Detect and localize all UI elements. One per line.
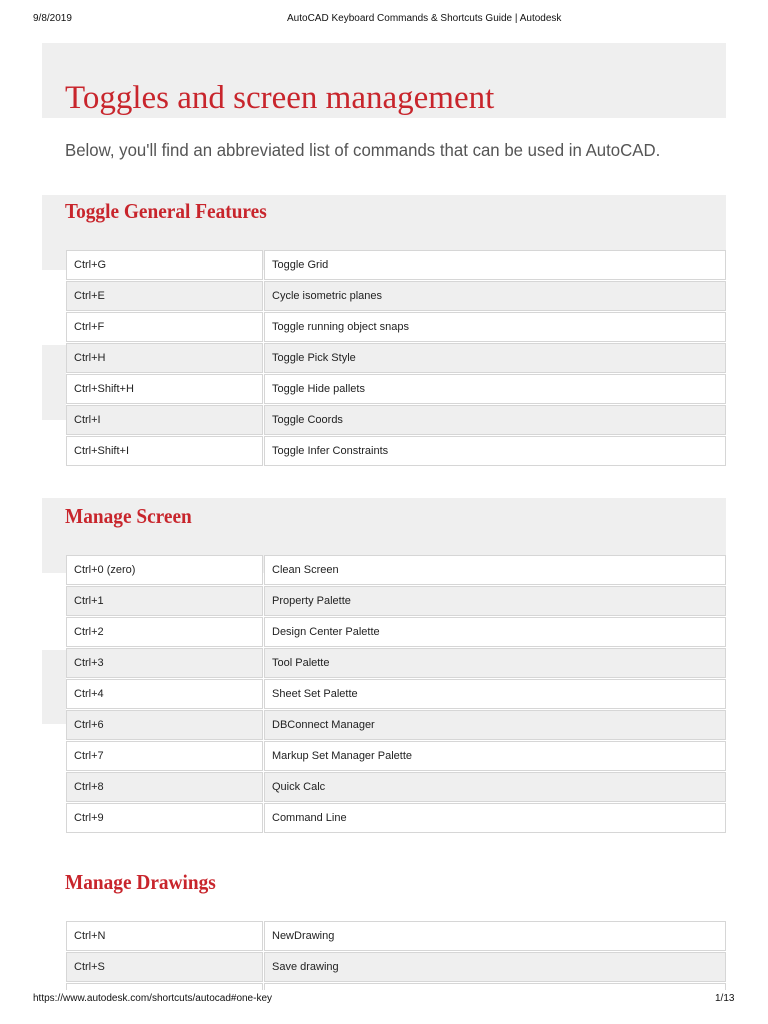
shortcut-desc: DBConnect Manager [264, 710, 726, 740]
section-banner-strip [42, 345, 66, 420]
shortcut-key: Ctrl+8 [66, 772, 263, 802]
section-title-toggle-general: Toggle General Features [65, 199, 267, 223]
table-row [66, 921, 726, 952]
shortcut-key: Ctrl+N [66, 921, 263, 951]
shortcut-key: Ctrl+0 (zero) [66, 555, 263, 585]
shortcut-desc: NewDrawing [264, 921, 726, 951]
table-row [66, 710, 726, 741]
table-row [66, 555, 726, 586]
shortcut-key: Ctrl+Shift+H [66, 374, 263, 404]
shortcut-key: Ctrl+7 [66, 741, 263, 771]
table-row [66, 250, 726, 281]
shortcut-desc: Toggle running object snaps [264, 312, 726, 342]
shortcut-key: Ctrl+F [66, 312, 263, 342]
shortcut-desc: Save drawing [264, 952, 726, 982]
section-title-manage-screen: Manage Screen [65, 504, 192, 528]
table-row-partial [66, 983, 726, 990]
table-row [66, 803, 726, 834]
toggle-general-table [66, 250, 726, 467]
shortcut-desc: Toggle Hide pallets [264, 374, 726, 404]
manage-screen-table [66, 555, 726, 834]
shortcut-key: Ctrl+H [66, 343, 263, 373]
shortcut-desc: Design Center Palette [264, 617, 726, 647]
shortcut-desc: Command Line [264, 803, 726, 833]
shortcut-key: Ctrl+E [66, 281, 263, 311]
table-row [66, 617, 726, 648]
table-row [66, 281, 726, 312]
shortcut-desc: Markup Set Manager Palette [264, 741, 726, 771]
shortcut-key: Ctrl+G [66, 250, 263, 280]
page-number: 1/13 [715, 993, 735, 1004]
shortcut-key: Ctrl+9 [66, 803, 263, 833]
shortcut-key: Ctrl+3 [66, 648, 263, 678]
shortcut-key: Ctrl+S [66, 952, 263, 982]
manage-drawings-table [66, 921, 726, 990]
table-row [66, 312, 726, 343]
table-row [66, 374, 726, 405]
shortcut-key: Ctrl+4 [66, 679, 263, 709]
intro-text: Below, you'll find an abbreviated list of commands that can be used in AutoCAD. [65, 140, 661, 160]
shortcut-desc: Tool Palette [264, 648, 726, 678]
table-row [66, 343, 726, 374]
shortcut-desc: Cycle isometric planes [264, 281, 726, 311]
shortcut-key [66, 983, 263, 990]
shortcut-desc: Toggle Coords [264, 405, 726, 435]
shortcut-desc: Clean Screen [264, 555, 726, 585]
table-row [66, 952, 726, 983]
shortcut-key: Ctrl+I [66, 405, 263, 435]
table-row [66, 586, 726, 617]
table-row [66, 741, 726, 772]
table-row [66, 405, 726, 436]
table-row [66, 679, 726, 710]
shortcut-desc: Property Palette [264, 586, 726, 616]
table-row [66, 436, 726, 467]
print-title: AutoCAD Keyboard Commands & Shortcuts Guide | Autodesk [287, 13, 562, 24]
shortcut-key: Ctrl+2 [66, 617, 263, 647]
shortcut-key: Ctrl+6 [66, 710, 263, 740]
shortcut-desc: Toggle Grid [264, 250, 726, 280]
shortcut-desc [264, 983, 726, 990]
table-row [66, 772, 726, 803]
print-url: https://www.autodesk.com/shortcuts/autocad#one-key [33, 993, 273, 1004]
shortcut-desc: Toggle Infer Constraints [264, 436, 726, 466]
section-banner-strip [42, 650, 66, 724]
page-title: Toggles and screen management [65, 80, 495, 116]
shortcut-key: Ctrl+Shift+I [66, 436, 263, 466]
shortcut-desc: Sheet Set Palette [264, 679, 726, 709]
print-date: 9/8/2019 [33, 13, 72, 24]
shortcut-desc: Toggle Pick Style [264, 343, 726, 373]
section-title-manage-drawings: Manage Drawings [65, 870, 216, 894]
shortcut-desc: Quick Calc [264, 772, 726, 802]
table-row [66, 648, 726, 679]
shortcut-key: Ctrl+1 [66, 586, 263, 616]
